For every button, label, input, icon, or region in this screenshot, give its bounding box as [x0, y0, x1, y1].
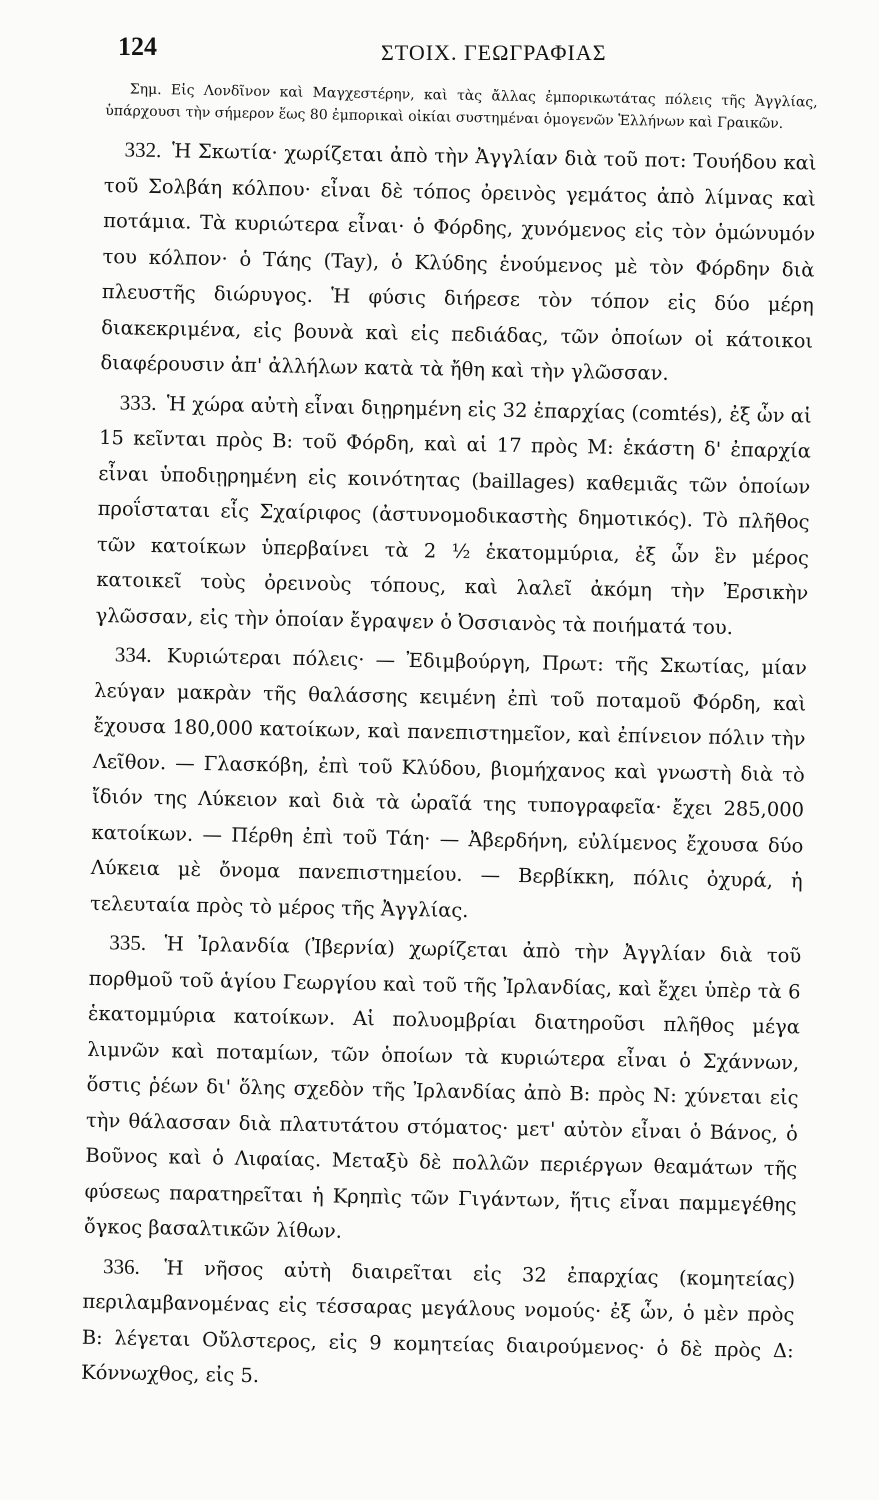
- paragraph-number: 335.: [109, 930, 147, 955]
- paragraph-333: [95, 384, 812, 646]
- paragraph-number: 333.: [119, 389, 157, 415]
- paragraph-334: [90, 637, 807, 935]
- paragraph-number: 332.: [124, 137, 162, 163]
- paragraph-332: [100, 132, 817, 394]
- paragraph-text: Ἡ Σκωτία· χωρίζεται ἀπὸ τὴν Ἀγγλίαν διὰ τοῦ ποτ: Τουήδου καὶ τοῦ Σολβάη κόλπου· εἶναι δὲ τόπος ὀρεινὸς γεμάτος ἀπὸ λίμνας καὶ ποτάμια. Τὰ κυριώτερα εἶναι· ὁ Φόρδης, χυνόμενος εἰς τὸν ὁμώνυμόν του κόλπον· ὁ Τάης (Tay), ὁ Κλύδης ἑνούμενος μὲ τὸν Φόρδην διὰ πλευστῆς διώρυγος. Ἡ φύσις διήρεσε τὸν τόπον εἰς δύο μέρη διακεκριμένα, εἰς βουνὰ καὶ εἰς πεδιάδας, τῶν ὁποίων οἱ κάτοικοι διαφέρουσιν ἀπ' ἀλλήλων κατὰ τὰ ἤθη καὶ τὴν γλῶσσαν.: [100, 139, 817, 385]
- page-header: [118, 32, 818, 72]
- paragraph-number: 336.: [102, 1253, 141, 1279]
- page-number: 124: [118, 32, 157, 61]
- paragraph-text: Ἡ νῆσος αὐτὴ διαιρεῖται εἰς 32 ἐπαρχίας (κομητείας) περιλαμβανομένας εἰς τέσσαρας μεγάλους νομούς· ἐξ ὧν, ὁ μὲν πρὸς Β: λέγεται Οὔλστερος, εἰς 9 κομητείας διαιρούμενος· ὁ δὲ πρὸς Δ: Κόννωχθος, εἰς 5.: [80, 1255, 796, 1388]
- page-body: [81, 78, 818, 1408]
- running-title: ΣΤΟΙΧ. ΓΕΩΓΡΑΦΙΑΣ: [381, 40, 607, 65]
- paragraph-text: Ἡ Ἰρλανδία (Ἰβερνία) χωρίζεται ἀπὸ τὴν Ἀγγλίαν διὰ τοῦ πορθμοῦ τοῦ ἁγίου Γεωργίου καὶ τοῦ τῆς Ἰρλανδίας, καὶ ἔχει ὑπὲρ τὰ 6 ἑκατομμύρια κατοίκων. Αἱ πολυομβρίαι διατηροῦσι πλῆθος μέγα λιμνῶν καὶ ποταμίων, τῶν ὁποίων τὰ κυριώτερα εἶναι ὁ Σχάννων, ὅστις ῥέων δι' ὅλης σχεδὸν τῆς Ἰρλανδίας ἀπὸ Β: πρὸς Ν: χύνεται εἰς τὴν θάλασσαν διὰ πλατυτάτου στόματος· μετ' αὐτὸν εἶναι ὁ Βάνος, ὁ Βοῦνος καὶ ὁ Λιφαίας. Μεταξὺ δὲ πολλῶν περιέργων θεαμάτων τῆς φύσεως παρατηρεῖται ἡ Κρηπὶς τῶν Γιγάντων, ἥτις εἶναι παμμεγέθης ὄγκος βασαλτικῶν λίθων.: [83, 932, 802, 1243]
- paragraph-text: Ἡ χώρα αὐτὴ εἶναι διῃρημένη εἰς 32 ἐπαρχίας (comtés), ἐξ ὧν αἱ 15 κεῖνται πρὸς Β: τοῦ Φόρδη, καὶ αἱ 17 πρὸς Μ: ἑκάστη δ' ἐπαρχία εἶναι ὑποδιῃρημένη εἰς κοινότητας (baillages) καθεμιᾶς τῶν ὁποίων προΐσταται εἷς Σχαίριφος (ἀστυνομοδικαστὴς δημοτικός). Τὸ πλῆθος τῶν κατοίκων ὑπερβαίνει τὰ 2 ½ ἑκατομμύρια, ἐξ ὧν ἓν μέρος κατοικεῖ τοὺς ὀρεινοὺς τόπους, καὶ λαλεῖ ἀκόμη τὴν Ἐρσικὴν γλῶσσαν, εἰς τὴν ὁποίαν ἔγραψεν ὁ Ὀσσιανὸς τὰ ποιήματά του.: [95, 391, 812, 639]
- paragraph-336: [81, 1248, 796, 1404]
- paragraph-text: Κυριώτεραι πόλεις· — Ἐδιμβούργη, Πρωτ: τῆς Σκωτίας, μίαν λεύγαν μακρὰν τῆς θαλάσσης κειμένη ἐπὶ τοῦ ποταμοῦ Φόρδη, καὶ ἔχουσα 180,000 κατοίκων, καὶ πανεπιστημεῖον, καὶ ἐπίνειον πόλιν τὴν Λεῖθον. — Γλασκόβη, ἐπὶ τοῦ Κλύδου, βιομήχανος καὶ γνωστὴ διὰ τὸ ἴδιόν της Λύκειον καὶ διὰ τὰ ὡραῖά της τυπογραφεῖα· ἔχει 285,000 κατοίκων. — Πέρθη ἐπὶ τοῦ Τάη· — Ἀβερδήνη, εὐλίμενος ἔχουσα δύο Λύκεια μὲ ὄνομα πανεπιστημείου. — Βερβίκκη, πόλις ὀχυρά, ἡ τελευταία πρὸς τὸ μέρος τῆς Ἀγγλίας.: [89, 644, 808, 922]
- paragraph-335: [84, 925, 802, 1258]
- footnote-remark: Σημ. Εἰς Λονδῖνον καὶ Μαγχεστέρην, καὶ τὰς ἄλλας ἐμπορικωτάτας πόλεις τῆς Ἀγγλίας, ὑπάρχουσι τὴν σήμερον ἕως 80 ἐμπορικαὶ οἰκίαι συστημέναι ὁμογενῶν Ἑλλήνων καὶ Γραικῶν.: [105, 81, 818, 133]
- paragraph-number: 334.: [114, 642, 152, 667]
